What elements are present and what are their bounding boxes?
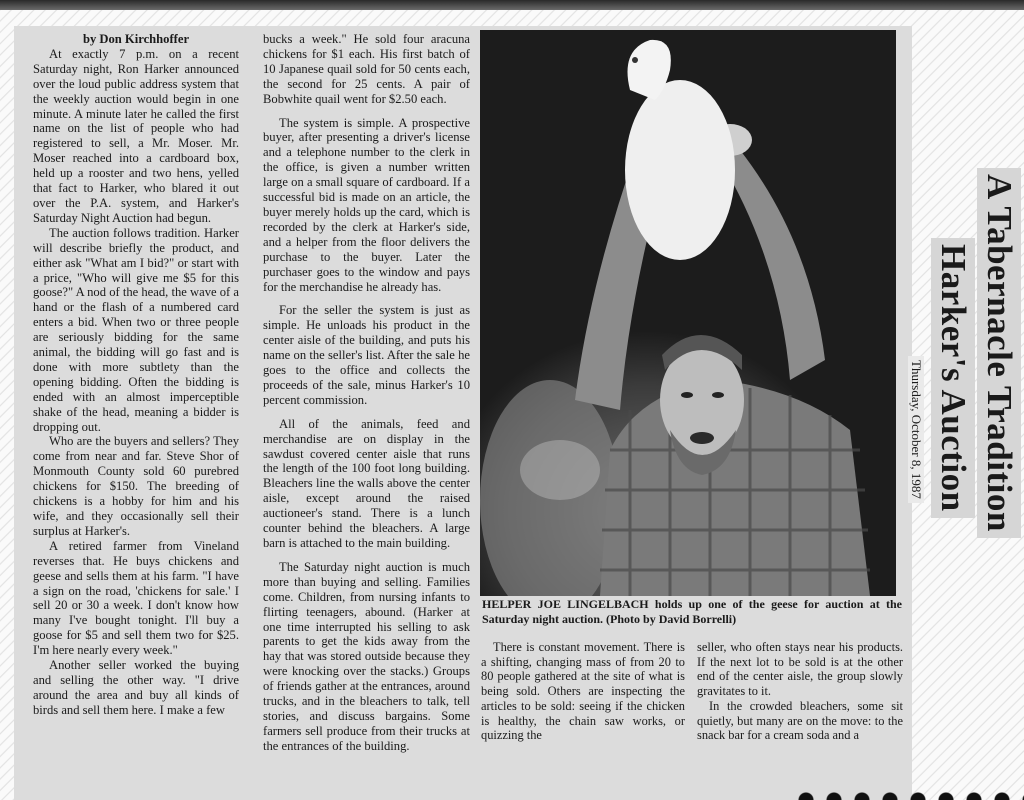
article-column-1 [33, 32, 239, 718]
photo-caption: HELPER JOE LINGELBACH holds up one of the geese for auction at the Saturday night auction. (Photo by David Borrelli) [482, 597, 902, 626]
photo-man-holding-goose [480, 30, 896, 596]
paragraph: seller, who often stays near his products. If the next lot to be sold is at the other end of the center aisle, the group slowly gravitates to it. [697, 640, 903, 699]
article-column-2 [263, 32, 470, 754]
paragraph: There is constant movement. There is a shifting, changing mass of from 20 to 80 people gathered at the site of what is being sold. Others are inspecting the articles to be sold: seeing if the chicken is healthy, the chain saw works, or quizzing the [481, 640, 685, 743]
paragraph: The system is simple. A prospective buyer, after presenting a driver's license and a telephone number to the clerk in the office, is given a number written large on a small square of cardboard. If a successful bid is made on an article, the buyer merely holds up the card, which is recorded by the clerk at Harker's side, and a helper from the floor delivers the purchase to the buyer. Later the purchaser goes to the window and pays for the merchandise he already has. [263, 115, 470, 294]
article-column-4 [697, 640, 903, 743]
paragraph: In the crowded bleachers, some sit quietly, but many are on the move: to the snack bar for a cream soda and a [697, 698, 903, 743]
article-column-3 [481, 640, 685, 743]
paragraph: Another seller worked the buying and selling the other way. "I drive around the area and buy all kinds of birds and sell them here. I make a few [33, 658, 239, 717]
paragraph: Who are the buyers and sellers? They come from near and far. Steve Shor of Monmouth County sold 60 purebred chickens for $150. The breeding of chickens is a hobby for him and his wife, and they occasionally sell their surplus at Harker's. [33, 434, 239, 538]
paragraph: At exactly 7 p.m. on a recent Saturday night, Ron Harker announced over the loud public address system that the weekly auction would begin in one minute. A minute later he called the first name on the list of people who had registered to sell, a Mr. Moser. Mr. Moser reached into a cardboard box, held up a rooster and two hens, yelled that fact to Harker, who blared it out over the P.A. system, and Harker's Saturday Night Auction had begun. [33, 46, 239, 225]
byline: by Don Kirchhoffer [82, 32, 190, 46]
paragraph: All of the animals, feed and merchandise are on display in the sawdust covered center aisle that runs the length of the 100 foot long building. Bleachers line the walls above the center aisle, except around the raised auctioneer's stand. There is a lunch counter behind the bleachers. A large barn is attached to the main building. [263, 416, 470, 550]
dateline: Thursday, October 8, 1987 [908, 356, 924, 503]
paragraph: The Saturday night auction is much more than buying and selling. Families come. Children, from nursing infants to flirting teenagers, abound. (Harker at one time interrupted his selling to ask parents to get the kids away from the hay that was stored outside because they were knocking over the stacks.) Groups of friends gather at the entrances, around trucks, and in the bleachers to talk, tell stories, and discuss bargains. Some farmers sell produce from their trucks at the entrances of the building. [263, 559, 470, 753]
paragraph: A retired farmer from Vineland reverses that. He buys chickens and geese and sells them at his farm. "I have a sign on the road, 'chickens for sale.' I sell 20 or 30 a week. I don't know how many I've bought tonight. I'll buy a goose for $5 and sell them two for $25. I'm here nearly every week." [33, 538, 239, 658]
photo-illustration [480, 30, 896, 596]
headline-line-2: Harker's Auction [931, 238, 975, 518]
headline-line-1: A Tabernacle Tradition [977, 168, 1021, 538]
binder-holes [798, 788, 1024, 800]
paragraph: The auction follows tradition. Harker will describe briefly the product, and either ask "What am I bid?" or start with a price, "Who will give me $5 for this goose?" A nod of the head, the wave of a hand or the flash of a numbered card enters a bid. When two or three people are seriously bidding for the same animal, the bidding will go fast and is done with more subtlety than the opening bidding. Often the bidding is ended with an almost imperceptible shake of the head, meaning a bidder is dropping out. [33, 225, 239, 434]
paragraph: bucks a week." He sold four aracuna chickens for $1 each. His first batch of 10 Japanese quail sold for 50 cents each, the second for 25 cents. A pair of Bobwhite quail went for $2.50 each. [263, 32, 470, 106]
top-border [0, 0, 1024, 10]
paragraph: For the seller the system is just as simple. He unloads his product in the center aisle of the building, and puts his name on the seller's list. After the sale he goes to the office and collects the proceeds of the sale, minus Harker's 10 percent commission. [263, 303, 470, 407]
